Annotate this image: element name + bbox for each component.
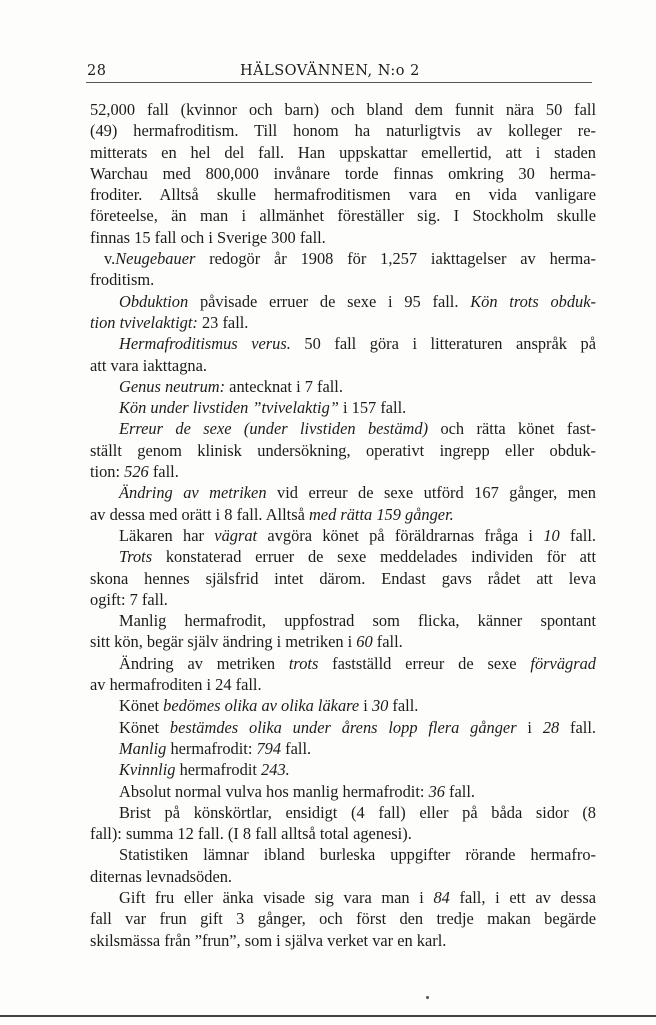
header-rule [86,82,592,83]
text-span: fall. [559,717,596,737]
text-span: Ändring av metriken [119,653,289,673]
italic-number: 794 [256,738,282,758]
text-line [104,653,596,674]
text-span: fall. [281,738,312,758]
text-line [90,631,596,652]
italic-span: Kön trots obduk- [470,291,596,311]
text-line [104,546,596,567]
text-line: fall): summa 12 fall. (I 8 fall alltså total agenesi). [90,824,412,844]
text-line [104,418,596,439]
text-line: skona hennes själsfrid intet därom. Endast gavs rådet att leva [90,568,596,588]
text-line: froditer. Alltså skulle hermafroditismen vara en vida vanligare [90,185,596,205]
italic-number: 30 [371,696,389,716]
italic-span: Obduktion [119,291,189,311]
text-span: fastställd erreur de sexe [318,653,531,673]
ink-speck [426,996,429,999]
text-line: 52,000 fall (kvinnor och barn) och bland dem funnit nära 50 fall [90,100,596,119]
text-line: skilsmässa från ”frun”, som i själva verket var en karl. [90,930,447,950]
text-line [90,312,596,333]
text-span: Könet [119,717,170,737]
text-line [104,291,596,312]
text-span: Könet [119,696,164,716]
text-span: hermafrodit [175,760,262,780]
text-span: Absolut normal vulva hos manlig hermafrodit: [119,781,429,801]
body-text [90,99,597,951]
italic-number: 243. [261,760,290,780]
text-span: antecknat i 7 fall. [225,376,343,396]
text-line: ogift: 7 fall. [90,589,168,609]
text-span: fall. [388,696,419,716]
text-span: av dessa med orätt i 8 fall. Alltså [90,504,309,524]
text-span: i [359,696,372,716]
text-span: konstaterad erruer de sexe meddelades individen för att [152,547,596,567]
italic-number: 526 [124,462,149,482]
running-title: HÄLSOVÄNNEN, N:o 2 [240,63,420,79]
text-line [104,397,596,418]
italic-span: Kön under livstiden ”tvivelaktig” [119,398,339,418]
text-span: och rätta könet fast- [428,419,596,439]
italic-span: Trots [119,547,153,567]
text-span: hermafrodit: [166,738,257,758]
text-line: att vara iakttagna. [90,355,207,375]
text-line [90,504,596,525]
italic-span: Hermafroditismus verus. [119,334,291,354]
text-line: Warchau med 800,000 invånare torde finnas omkring 30 herma- [90,163,596,183]
text-line: Brist på könskörtlar, ensidigt (4 fall) eller på båda sidor (8 [119,802,596,822]
italic-span: Genus neutrum: [119,376,226,396]
italic-span: Ändring av metriken [119,483,267,503]
italic-number: 84 [433,887,450,907]
text-line [104,333,596,354]
italic-span: Kvinnlig [119,760,176,780]
scan-edge [0,1015,656,1017]
text-line: företeelse, än man i allmänhet föreställer sig. I Stockholm skulle [90,206,596,226]
italic-span: Erreur de sexe (under livstiden bestämd) [119,419,429,439]
text-line: (49) hermafroditism. Till honom ha naturligtvis av kolleger re- [90,121,596,141]
text-span: v. [104,249,116,269]
text-line: ställt genom klinisk undersökning, operativt ingrepp eller obduk- [90,440,596,460]
text-span: fall. [444,781,475,801]
text-line: fall var frun gift 3 gånger, och först den tredje makan begärde [90,909,596,929]
italic-number: 36 [428,781,445,801]
text-span: fall. [559,525,596,545]
text-line [104,887,596,908]
italic-number: 28 [542,717,560,737]
italic-span: med rätta 159 gånger. [308,504,454,524]
text-line [104,695,596,716]
italic-number: 60 [356,632,373,652]
italic-span: bestämdes olika under årens lopp flera gånger [169,717,517,737]
text-span: avgöra könet på föräldrarnas fråga i [257,525,544,545]
text-span: fall. [372,632,403,652]
text-line [104,482,596,503]
text-span: fall, i ett av dessa [449,887,596,907]
italic-number: 10 [543,525,560,545]
author-name: Neugebauer [115,249,196,269]
text-line: mitterats en hel del fall. Han uppskattar emellertid, att i staden [90,142,596,162]
text-span: Gift fru eller änka visade sig vara man i [119,887,434,907]
text-line [104,248,596,269]
text-line: diternas levnadsöden. [90,866,233,886]
text-line [104,759,596,780]
italic-span: vägrat [214,525,258,545]
text-span: vid erreur de sexe utförd 167 gånger, men [266,483,596,503]
text-line: Statistiken lämnar ibland burleska uppgifter rörande hermafro- [119,845,596,865]
italic-span: förvägrad [530,653,596,673]
text-span: tion: [90,462,125,482]
italic-span: tion tvivelaktigt: [90,312,198,332]
text-line [90,461,596,482]
text-span: i 157 fall. [338,398,407,418]
text-span: fall. [148,462,179,482]
italic-span: bedömes olika av olika läkare [163,696,360,716]
text-line: Manlig hermafrodit, uppfostrad som flicka, känner spontant [119,611,596,631]
text-span: sitt kön, begär själv ändring i metriken i [90,632,357,652]
text-span: i [516,717,543,737]
text-line: finnas 15 fall och i Sverige 300 fall. [90,227,326,247]
italic-span: Manlig [119,738,167,758]
text-span: 23 fall. [197,312,249,332]
text-span: redogör år 1908 för 1,257 iakttagelser av herma- [195,249,596,269]
text-span: 50 fall göra i litteraturen anspråk på [290,334,597,354]
text-span: påvisade erruer de sexe i 95 fall. [188,291,471,311]
text-line [104,781,596,802]
text-span: Läkaren har [119,525,215,545]
text-line [104,717,596,738]
text-line [104,376,596,397]
page-number: 28 [87,63,107,79]
text-line [104,525,596,546]
italic-span: trots [288,653,319,673]
text-line: av hermafroditen i 24 fall. [90,675,262,695]
text-line: froditism. [90,270,155,290]
text-line [104,738,596,759]
